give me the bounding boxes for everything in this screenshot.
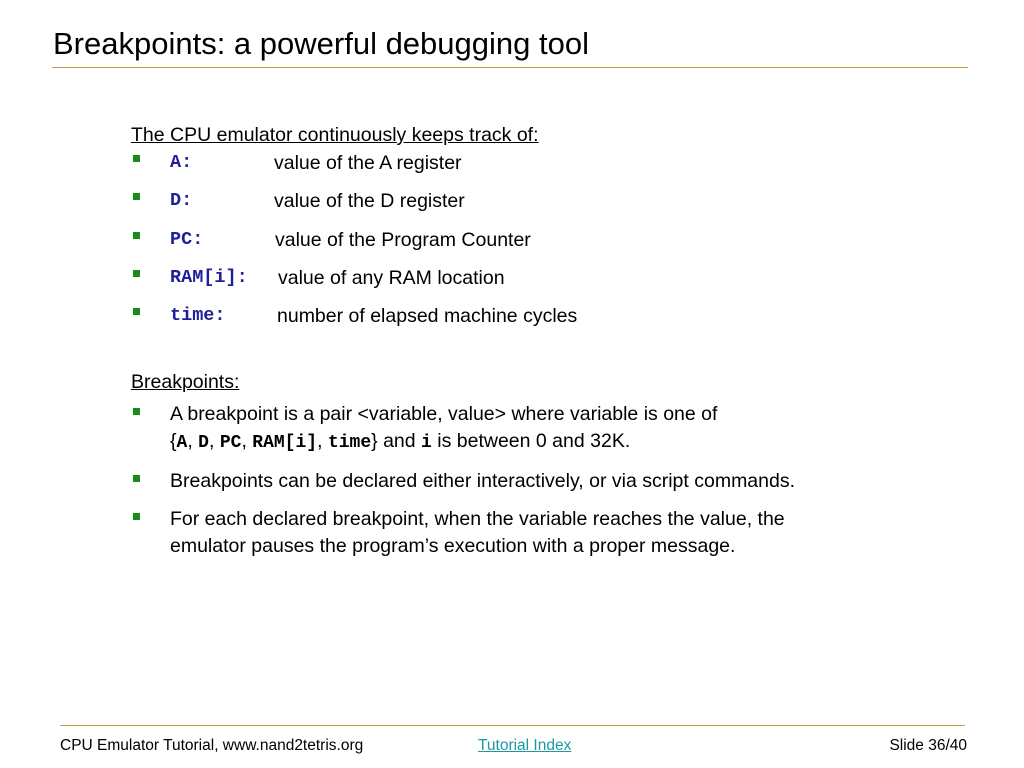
list-item bbox=[131, 506, 931, 560]
variable-name: A: bbox=[170, 152, 193, 173]
variable-name: D: bbox=[170, 190, 193, 212]
list-item bbox=[131, 188, 931, 226]
footer-course-info: CPU Emulator Tutorial, www.nand2tetris.org bbox=[60, 737, 364, 754]
list-item bbox=[131, 468, 931, 495]
separator: , bbox=[208, 430, 220, 453]
square-bullet-icon bbox=[133, 513, 140, 520]
slide-number: Slide 36/40 bbox=[889, 737, 967, 754]
square-bullet-icon bbox=[133, 270, 140, 277]
square-bullet-icon bbox=[133, 155, 140, 162]
slide-title: Breakpoints: a powerful debugging tool bbox=[53, 26, 589, 61]
breakpoint-behavior-line2: emulator pauses the program’s execution with a proper message. bbox=[170, 535, 736, 558]
square-bullet-icon bbox=[133, 193, 140, 200]
variable-ram: RAM[i] bbox=[252, 433, 318, 454]
index-variable: i bbox=[421, 433, 432, 454]
variable-description: value of the D register bbox=[274, 190, 465, 213]
variable-pc: PC bbox=[219, 433, 242, 454]
variable-description: value of the Program Counter bbox=[275, 228, 531, 251]
variable-name: time: bbox=[170, 305, 226, 327]
separator: , bbox=[241, 430, 253, 453]
range-text: is between 0 and 32K. bbox=[431, 430, 631, 453]
square-bullet-icon bbox=[133, 475, 140, 482]
separator: , bbox=[317, 430, 328, 453]
variable-time: time bbox=[327, 433, 372, 454]
variable-d: D bbox=[198, 433, 209, 454]
square-bullet-icon bbox=[133, 232, 140, 239]
footer-divider bbox=[60, 725, 965, 726]
breakpoint-definition-line: A breakpoint is a pair <variable, value> where variable is one of bbox=[170, 403, 718, 426]
breakpoint-declaration-text: Breakpoints can be declared either interactively, or via script commands. bbox=[170, 470, 796, 493]
tracked-variables-list bbox=[131, 150, 931, 341]
title-divider bbox=[52, 67, 968, 68]
list-item bbox=[131, 227, 931, 265]
open-brace: { bbox=[170, 430, 177, 453]
close-brace-and: } and bbox=[371, 430, 422, 453]
separator: , bbox=[187, 430, 199, 453]
variable-description: value of the A register bbox=[274, 152, 462, 174]
square-bullet-icon bbox=[133, 408, 140, 415]
list-item bbox=[131, 401, 931, 457]
variable-description: number of elapsed machine cycles bbox=[277, 305, 578, 328]
breakpoints-list bbox=[131, 401, 931, 560]
variable-name: PC: bbox=[170, 228, 204, 250]
breakpoint-behavior-line1: For each declared breakpoint, when the variable reaches the value, the bbox=[170, 508, 785, 531]
variable-name: RAM[i]: bbox=[170, 266, 248, 288]
tracking-heading: The CPU emulator continuously keeps track of: bbox=[131, 124, 539, 146]
list-item bbox=[131, 265, 931, 303]
variable-a: A bbox=[176, 433, 188, 454]
list-item bbox=[131, 150, 931, 188]
breakpoints-heading: Breakpoints: bbox=[131, 371, 240, 394]
tutorial-index-link[interactable]: Tutorial Index bbox=[478, 737, 572, 754]
square-bullet-icon bbox=[133, 308, 140, 315]
variable-description: value of any RAM location bbox=[278, 266, 505, 289]
slide-content bbox=[131, 122, 931, 571]
list-item bbox=[131, 303, 931, 341]
